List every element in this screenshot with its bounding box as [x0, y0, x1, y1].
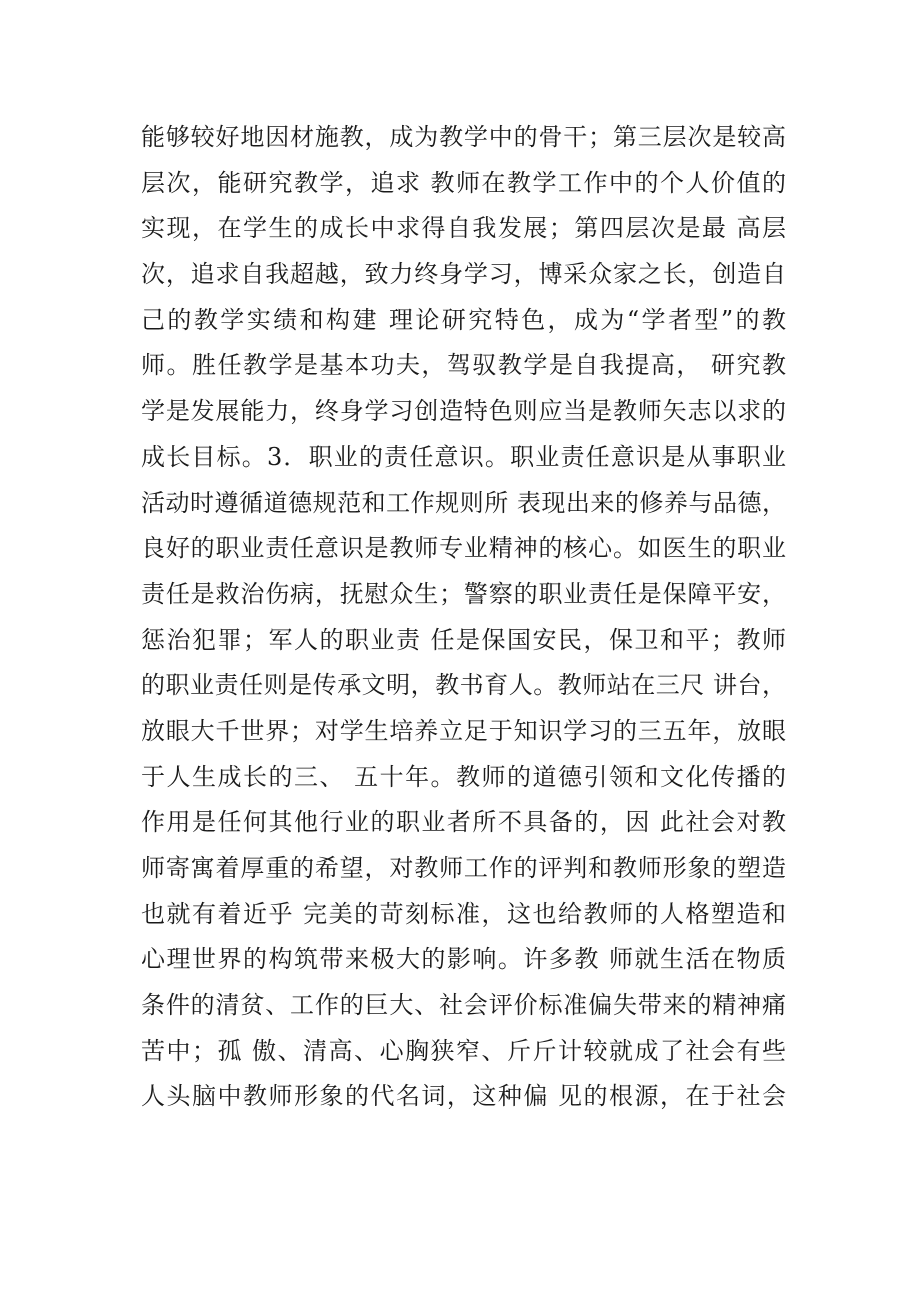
text-line: 放眼大千世界；对学生培养立足于知识学习的三五年，放眼: [141, 716, 786, 745]
text-line: 层次，能研究教学，追求 教师在教学工作中的个人价值的: [141, 168, 786, 197]
text-line: 作用是任何其他行业的职业者所不具备的，因 此社会对教: [141, 808, 786, 837]
text-line: 良好的职业责任意识是教师专业精神的核心。如医生的职业: [141, 534, 786, 563]
text-line: 条件的清贫、工作的巨大、社会评价标准偏失带来的精神痛: [141, 991, 786, 1020]
body-text: [141, 115, 786, 1120]
text-line: 于人生成长的三、 五十年。教师的道德引领和文化传播的: [141, 762, 786, 791]
text-line: 能够较好地因材施教，成为教学中的骨干；第三层次是较高: [141, 123, 786, 151]
text-line: 师寄寓着厚重的希望，对教师工作的评判和教师形象的塑造: [141, 854, 786, 882]
text-line: 苦中；孤 傲、清高、心胸狭窄、斤斤计较就成了社会有些: [141, 1036, 786, 1065]
text-line: 心理世界的构筑带来极大的影响。许多教 师就生活在物质: [141, 945, 786, 974]
text-line: 活动时遵循道德规范和工作规则所 表现出来的修养与品德，: [141, 488, 786, 517]
text-line: 也就有着近乎 完美的苛刻标准，这也给教师的人格塑造和: [141, 899, 786, 928]
text-line: 责任是救治伤病，抚慰众生；警察的职业责任是保障平安，: [141, 579, 786, 608]
text-line: 己的教学实绩和构建 理论研究特色，成为“学者型”的教: [141, 305, 786, 334]
text-line: 惩治犯罪；军人的职业责 任是保国安民，保卫和平；教师: [141, 625, 786, 654]
text-line: 师。胜任教学是基本功夫，驾驭教学是自我提高， 研究教: [141, 351, 786, 380]
text-line: 成长目标。3．职业的责任意识。职业责任意识是从事职业: [141, 442, 786, 471]
text-line: 的职业责任则是传承文明，教书育人。教师站在三尺 讲台，: [141, 671, 786, 700]
text-line: 学是发展能力，终身学习创造特色则应当是教师矢志以求的: [141, 397, 786, 426]
text-line: 人头脑中教师形象的代名词，这种偏 见的根源，在于社会: [141, 1082, 786, 1111]
text-line: 次，追求自我超越，致力终身学习，博采众家之长，创造自: [141, 260, 786, 289]
text-line: 实现，在学生的成长中求得自我发展；第四层次是最 高层: [141, 214, 786, 243]
